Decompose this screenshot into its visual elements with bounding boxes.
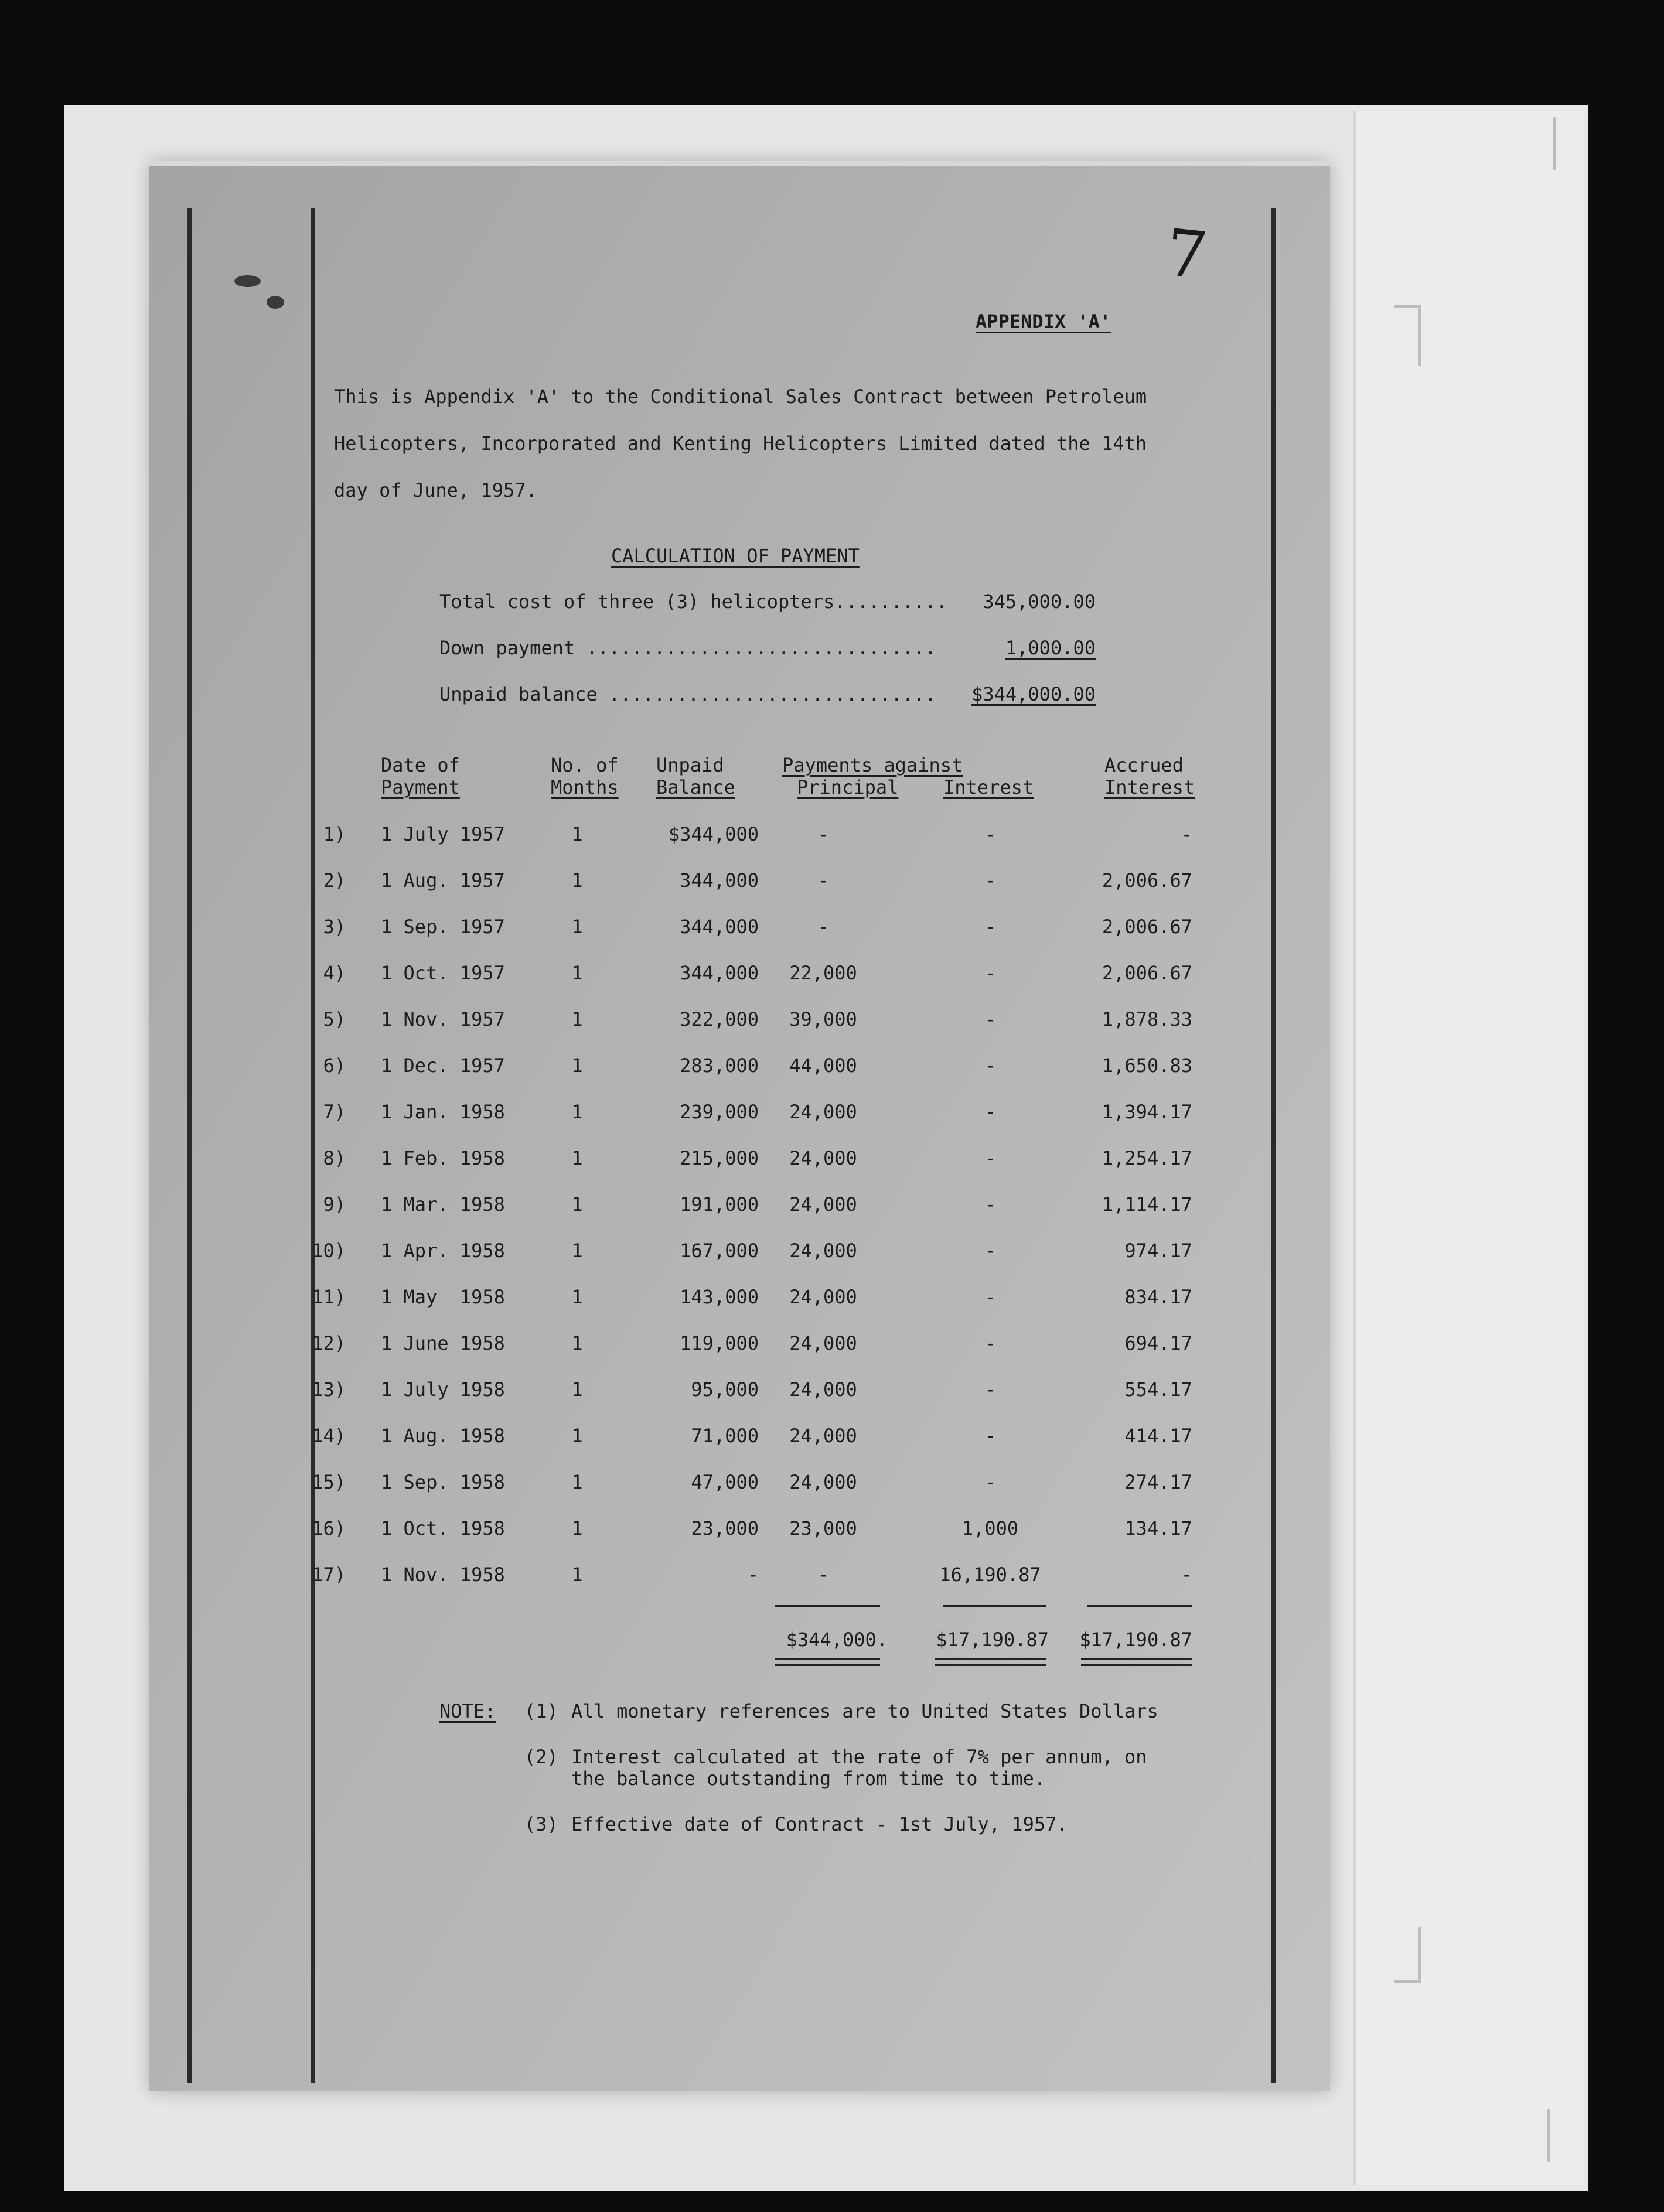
intro-line-1: This is Appendix 'A' to the Conditional Sales Contract between Petroleum (334, 385, 1147, 408)
note-2-text-line-1: Interest calculated at the rate of 7% per annum, on (571, 1746, 1147, 1768)
cell-date: 1 Feb. 1958 (381, 1147, 505, 1169)
cell-no: 6) (323, 1054, 346, 1077)
cell-accrued: 554.17 (1124, 1378, 1192, 1401)
note-1-text: All monetary references are to United States Dollars (571, 1700, 1158, 1722)
note-3-number: (3) (524, 1813, 558, 1835)
cell-interest: - (984, 1054, 996, 1077)
cell-balance: 47,000 (691, 1471, 759, 1493)
page-number-handwritten: 7 (1162, 214, 1211, 294)
table-row (149, 1147, 1330, 1182)
cell-months: 1 (571, 1008, 583, 1030)
table-row (149, 1378, 1330, 1414)
cell-months: 1 (571, 1564, 583, 1586)
cell-accrued: 834.17 (1124, 1286, 1192, 1308)
cell-accrued: 414.17 (1124, 1425, 1192, 1447)
table-row (149, 1054, 1330, 1090)
cell-months: 1 (571, 1101, 583, 1123)
cell-interest: - (984, 1008, 996, 1030)
cell-interest: 16,190.87 (939, 1564, 1041, 1586)
cell-accrued: - (1181, 1564, 1192, 1586)
cell-no: 3) (323, 916, 346, 938)
cell-interest: - (984, 1286, 996, 1308)
cell-date: 1 Apr. 1958 (381, 1240, 505, 1262)
header-balance-top: Unpaid (656, 754, 724, 776)
total-double-rule-accrued-1 (1081, 1658, 1192, 1660)
header-accrued-top: Accrued (1104, 754, 1184, 776)
ink-blot (267, 296, 284, 309)
total-rule-principal-top (775, 1605, 880, 1607)
cell-no: 13) (312, 1378, 346, 1401)
cell-accrued: 1,254.17 (1102, 1147, 1192, 1169)
cell-months: 1 (571, 1471, 583, 1493)
cell-no: 14) (312, 1425, 346, 1447)
cell-date: 1 July 1957 (381, 823, 505, 845)
total-double-rule-principal-1 (775, 1658, 880, 1660)
cell-date: 1 Sep. 1958 (381, 1471, 505, 1493)
crop-mark-icon (1535, 2109, 1550, 2162)
cell-date: 1 Jan. 1958 (381, 1101, 505, 1123)
table-row (149, 916, 1330, 951)
cell-principal: - (817, 823, 829, 845)
cell-balance: 95,000 (691, 1378, 759, 1401)
cell-balance: 283,000 (680, 1054, 759, 1077)
total-double-rule-accrued-2 (1081, 1664, 1192, 1666)
document-page (149, 161, 1330, 2091)
cell-no: 2) (323, 869, 346, 892)
cell-interest: - (984, 1240, 996, 1262)
cell-accrued: 2,006.67 (1102, 916, 1192, 938)
cell-balance: 239,000 (680, 1101, 759, 1123)
cell-balance: $344,000 (668, 823, 759, 845)
total-rule-interest-top (943, 1605, 1046, 1607)
cell-accrued: 694.17 (1124, 1332, 1192, 1354)
intro-line-2: Helicopters, Incorporated and Kenting Helicopters Limited dated the 14th (334, 432, 1147, 455)
table-row (149, 1286, 1330, 1321)
cell-balance: 119,000 (680, 1332, 759, 1354)
cell-balance: 71,000 (691, 1425, 759, 1447)
cell-interest: - (984, 1101, 996, 1123)
cell-no: 17) (312, 1564, 346, 1586)
ink-blot (234, 275, 261, 287)
cell-interest: - (984, 1378, 996, 1401)
calc-label-down: Down payment ............................... (439, 637, 936, 659)
cell-date: 1 Dec. 1957 (381, 1054, 505, 1077)
cell-no: 7) (323, 1101, 346, 1123)
cell-months: 1 (571, 1378, 583, 1401)
cell-date: 1 Oct. 1958 (381, 1517, 505, 1539)
cell-months: 1 (571, 823, 583, 845)
note-1-number: (1) (524, 1700, 558, 1722)
cell-date: 1 Nov. 1958 (381, 1564, 505, 1586)
cell-accrued: 1,878.33 (1102, 1008, 1192, 1030)
cell-interest: - (984, 962, 996, 984)
calc-label-unpaid: Unpaid balance ............................. (439, 683, 936, 705)
left-margin-rule-inner (311, 208, 315, 2083)
cell-accrued: 274.17 (1124, 1471, 1192, 1493)
table-row (149, 1332, 1330, 1367)
cell-interest: - (984, 1147, 996, 1169)
cell-date: 1 Sep. 1957 (381, 916, 505, 938)
header-date-top: Date of (381, 754, 460, 776)
adjacent-paper-strip (1353, 111, 1584, 2185)
header-principal: Principal (797, 776, 899, 798)
crop-mark-icon (1394, 305, 1421, 366)
cell-principal: 24,000 (789, 1193, 857, 1216)
cell-balance: 322,000 (680, 1008, 759, 1030)
header-date-bottom: Payment (381, 776, 460, 798)
cell-interest: 1,000 (961, 1517, 1019, 1539)
cell-date: 1 June 1958 (381, 1332, 505, 1354)
intro-line-3: day of June, 1957. (334, 479, 537, 501)
cell-months: 1 (571, 1240, 583, 1262)
total-rule-accrued-top (1087, 1605, 1192, 1607)
cell-balance: 191,000 (680, 1193, 759, 1216)
table-row (149, 1240, 1330, 1275)
cell-balance: 23,000 (691, 1517, 759, 1539)
cell-principal: 24,000 (789, 1425, 857, 1447)
cell-months: 1 (571, 1425, 583, 1447)
cell-interest: - (984, 1425, 996, 1447)
cell-principal: 24,000 (789, 1378, 857, 1401)
total-double-rule-interest-2 (935, 1664, 1046, 1666)
cell-months: 1 (571, 1147, 583, 1169)
cell-principal: 24,000 (789, 1147, 857, 1169)
cell-interest: - (984, 1471, 996, 1493)
cell-principal: - (817, 916, 829, 938)
cell-no: 15) (312, 1471, 346, 1493)
cell-principal: 44,000 (789, 1054, 857, 1077)
cell-date: 1 Aug. 1958 (381, 1425, 505, 1447)
cell-no: 11) (312, 1286, 346, 1308)
cell-principal: 24,000 (789, 1286, 857, 1308)
header-accrued-bottom: Interest (1104, 776, 1195, 798)
cell-accrued: 134.17 (1124, 1517, 1192, 1539)
total-double-rule-principal-2 (775, 1664, 880, 1666)
cell-interest: - (984, 1332, 996, 1354)
cell-no: 8) (323, 1147, 346, 1169)
cell-principal: - (817, 1564, 829, 1586)
cell-accrued: 2,006.67 (1102, 962, 1192, 984)
cell-no: 10) (312, 1240, 346, 1262)
cell-balance: 167,000 (680, 1240, 759, 1262)
cell-principal: 24,000 (789, 1471, 857, 1493)
cell-date: 1 Mar. 1958 (381, 1193, 505, 1216)
cell-accrued: 974.17 (1124, 1240, 1192, 1262)
cell-balance: 344,000 (680, 916, 759, 938)
cell-months: 1 (571, 1193, 583, 1216)
total-accrued: $17,190.87 (1079, 1629, 1192, 1651)
cell-interest: - (984, 916, 996, 938)
cell-principal: 23,000 (789, 1517, 857, 1539)
calc-amount-down: 1,000.00 (1005, 637, 1096, 659)
cell-principal: 24,000 (789, 1332, 857, 1354)
cell-no: 4) (323, 962, 346, 984)
table-row (149, 1425, 1330, 1460)
appendix-title: APPENDIX 'A' (976, 310, 1111, 333)
header-payments-against: Payments against (782, 754, 963, 776)
cell-interest: - (984, 1193, 996, 1216)
calc-label-total: Total cost of three (3) helicopters.......... (439, 590, 947, 613)
left-margin-rule-outer (187, 208, 192, 2083)
right-margin-rule (1271, 208, 1276, 2083)
cell-principal: 24,000 (789, 1240, 857, 1262)
cell-balance: 344,000 (680, 869, 759, 892)
table-row (149, 823, 1330, 858)
cell-accrued: 1,394.17 (1102, 1101, 1192, 1123)
cell-date: 1 July 1958 (381, 1378, 505, 1401)
note-2-number: (2) (524, 1746, 558, 1768)
note-label: NOTE: (439, 1700, 496, 1722)
total-interest: $17,190.87 (936, 1629, 1049, 1651)
table-row (149, 1193, 1330, 1228)
cell-interest: - (984, 823, 996, 845)
cell-accrued: - (1181, 823, 1192, 845)
cell-date: 1 Oct. 1957 (381, 962, 505, 984)
cell-balance: 143,000 (680, 1286, 759, 1308)
header-months-bottom: Months (551, 776, 619, 798)
cell-months: 1 (571, 1517, 583, 1539)
note-3-text: Effective date of Contract - 1st July, 1957. (571, 1813, 1068, 1835)
calc-amount-unpaid: $344,000.00 (971, 683, 1096, 705)
cell-date: 1 Aug. 1957 (381, 869, 505, 892)
cell-balance: - (747, 1564, 759, 1586)
table-row (149, 1101, 1330, 1136)
header-balance-bottom: Balance (656, 776, 735, 798)
table-row (149, 1564, 1330, 1599)
cell-no: 16) (312, 1517, 346, 1539)
cell-months: 1 (571, 1286, 583, 1308)
cell-principal: 24,000 (789, 1101, 857, 1123)
cell-no: 1) (323, 823, 346, 845)
cell-months: 1 (571, 869, 583, 892)
cell-accrued: 2,006.67 (1102, 869, 1192, 892)
table-row (149, 869, 1330, 904)
cell-months: 1 (571, 1332, 583, 1354)
table-row (149, 1471, 1330, 1506)
table-row (149, 962, 1330, 997)
cell-principal: 22,000 (789, 962, 857, 984)
total-principal: $344,000. (786, 1629, 888, 1651)
cell-interest: - (984, 869, 996, 892)
crop-mark-icon (1529, 117, 1556, 170)
note-2-text-line-2: the balance outstanding from time to time. (571, 1767, 1046, 1790)
cell-principal: 39,000 (789, 1008, 857, 1030)
cell-months: 1 (571, 1054, 583, 1077)
cell-months: 1 (571, 962, 583, 984)
header-interest: Interest (943, 776, 1034, 798)
cell-date: 1 May 1958 (381, 1286, 505, 1308)
cell-date: 1 Nov. 1957 (381, 1008, 505, 1030)
cell-balance: 215,000 (680, 1147, 759, 1169)
table-row (149, 1517, 1330, 1552)
header-months-top: No. of (551, 754, 619, 776)
cell-principal: - (817, 869, 829, 892)
cell-no: 5) (323, 1008, 346, 1030)
table-row (149, 1008, 1330, 1043)
cell-balance: 344,000 (680, 962, 759, 984)
cell-accrued: 1,650.83 (1102, 1054, 1192, 1077)
crop-mark-icon (1394, 1927, 1421, 1983)
cell-months: 1 (571, 916, 583, 938)
cell-accrued: 1,114.17 (1102, 1193, 1192, 1216)
calc-amount-total: 345,000.00 (983, 590, 1096, 613)
cell-no: 9) (323, 1193, 346, 1216)
calculation-heading: CALCULATION OF PAYMENT (611, 545, 860, 567)
total-double-rule-interest-1 (935, 1658, 1046, 1660)
cell-no: 12) (312, 1332, 346, 1354)
